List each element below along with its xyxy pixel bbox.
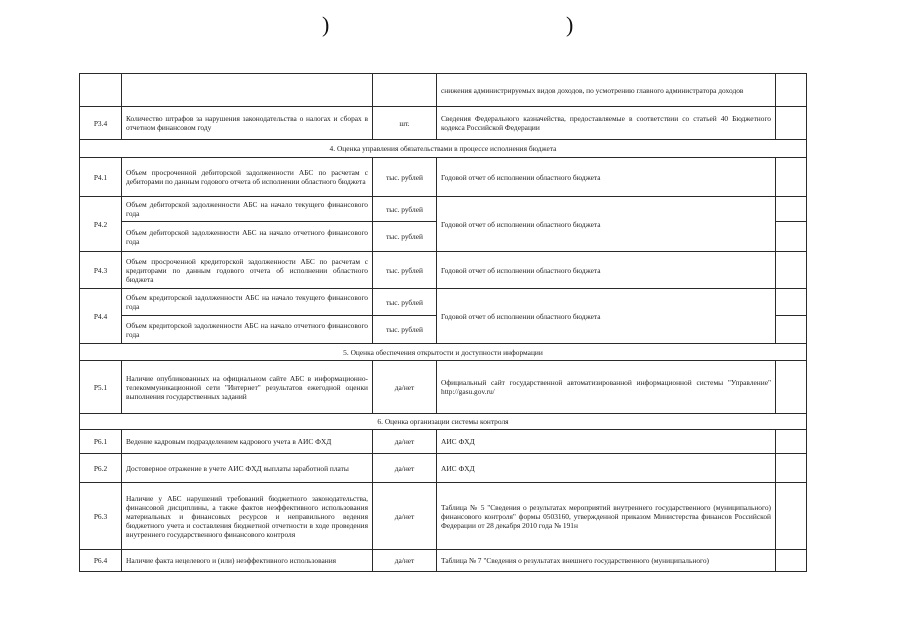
- source-cell: Официальный сайт государственной автоматизированной информационной системы "Управление" http://gasu.gov.ru/: [437, 361, 776, 414]
- unit-cell: да/нет: [373, 454, 437, 483]
- value-cell: [776, 454, 807, 483]
- unit-cell: да/нет: [373, 430, 437, 454]
- name-cell: Объем просроченной дебиторской задолженности АБС по расчетам с дебиторами по данным годового отчета об исполнении областного бюджета: [122, 158, 373, 197]
- name-cell: Объем кредиторской задолженности АБС на начало текущего финансового года: [122, 289, 373, 316]
- name-cell: Достоверное отражение в учете АИС ФХД выплаты заработной платы: [122, 454, 373, 483]
- section-heading: 6. Оценка организации системы контроля: [80, 414, 807, 430]
- code-cell: P4.1: [80, 158, 122, 197]
- name-cell: Объем кредиторской задолженности АБС на начало отчетного финансового года: [122, 316, 373, 344]
- table-row: [80, 158, 807, 197]
- source-cell: Годовой отчет об исполнении областного бюджета: [437, 158, 776, 197]
- table-row: [80, 361, 807, 414]
- unit-cell: [373, 74, 437, 107]
- name-cell: Количество штрафов за нарушения законодательства о налогах и сборах в отчетном финансовом году: [122, 107, 373, 140]
- code-cell: P5.1: [80, 361, 122, 414]
- name-cell: Объем дебиторской задолженности АБС на начало текущего финансового года: [122, 197, 373, 222]
- right-hole-mark: ): [566, 12, 574, 37]
- name-cell: Наличие у АБС нарушений требований бюджетного законодательства, финансовой дисциплины, а также фактов неэффективного использования материальных и финансовых ресурсов и неправильного ведения бюджетного учета и составления бюджетной отчетности в ходе проведения внутреннего государственного финансового контроля: [122, 483, 373, 550]
- value-cell: [776, 197, 807, 222]
- left-hole-mark: ): [322, 12, 330, 37]
- code-cell: P4.2: [80, 197, 122, 252]
- value-cell: [776, 361, 807, 414]
- unit-cell: да/нет: [373, 361, 437, 414]
- name-cell: Наличие опубликованных на официальном сайте АБС в информационно-телекоммуникационной сети "Интернет" результатов ежегодной оценки выполнения государственных заданий: [122, 361, 373, 414]
- unit-cell: да/нет: [373, 550, 437, 572]
- code-cell: [80, 74, 122, 107]
- source-cell: Таблица № 7 "Сведения о результатах внешнего государственного (муниципального): [437, 550, 776, 572]
- name-cell: Объем дебиторской задолженности АБС на начало отчетного финансового года: [122, 222, 373, 252]
- value-cell: [776, 430, 807, 454]
- table-row: [80, 289, 807, 316]
- name-cell: Объем просроченной кредиторской задолженности АБС по расчетам с кредиторами по данным годового отчета об исполнении областного бюджета: [122, 252, 373, 289]
- code-cell: P6.4: [80, 550, 122, 572]
- section-row: [80, 140, 807, 158]
- unit-cell: тыс. рублей: [373, 158, 437, 197]
- source-cell: Годовой отчет об исполнении областного бюджета: [437, 289, 776, 344]
- name-cell: [122, 74, 373, 107]
- unit-cell: тыс. рублей: [373, 289, 437, 316]
- value-cell: [776, 289, 807, 316]
- unit-cell: тыс. рублей: [373, 197, 437, 222]
- unit-cell: тыс. рублей: [373, 252, 437, 289]
- value-cell: [776, 252, 807, 289]
- code-cell: P4.3: [80, 252, 122, 289]
- section-row: [80, 414, 807, 430]
- table-row: [80, 107, 807, 140]
- section-heading: 4. Оценка управления обязательствами в процессе исполнения бюджета: [80, 140, 807, 158]
- value-cell: [776, 74, 807, 107]
- source-cell: Таблица № 5 "Сведения о результатах мероприятий внутреннего государственного (муниципального) финансового контроля" формы 0503160, утвержденной приказом Министерства финансов Российской Федерации от 28 декабря 2010 года № 191н: [437, 483, 776, 550]
- value-cell: [776, 316, 807, 344]
- name-cell: Наличие факта нецелевого и (или) неэффективного использования: [122, 550, 373, 572]
- value-cell: [776, 483, 807, 550]
- indicators-table: [79, 73, 807, 572]
- source-cell: АИС ФХД: [437, 430, 776, 454]
- source-cell: Сведения Федерального казначейства, предоставляемые в соответствии со статьей 40 Бюджетного кодекса Российской Федерации: [437, 107, 776, 140]
- section-heading: 5. Оценка обеспечения открытости и доступности информации: [80, 344, 807, 361]
- table-row: [80, 483, 807, 550]
- name-cell: Ведение кадровым подразделением кадрового учета в АИС ФХД: [122, 430, 373, 454]
- source-cell: Годовой отчет об исполнении областного бюджета: [437, 252, 776, 289]
- code-cell: P6.3: [80, 483, 122, 550]
- value-cell: [776, 158, 807, 197]
- table-row: [80, 430, 807, 454]
- unit-cell: тыс. рублей: [373, 222, 437, 252]
- table-row: [80, 74, 807, 107]
- unit-cell: шт.: [373, 107, 437, 140]
- value-cell: [776, 107, 807, 140]
- section-row: [80, 344, 807, 361]
- code-cell: P6.1: [80, 430, 122, 454]
- source-cell: АИС ФХД: [437, 454, 776, 483]
- value-cell: [776, 222, 807, 252]
- source-cell: снижения администрируемых видов доходов, по усмотрению главного администратора доходов: [437, 74, 776, 107]
- unit-cell: да/нет: [373, 483, 437, 550]
- table-row: [80, 454, 807, 483]
- table-row: [80, 252, 807, 289]
- table-row: [80, 550, 807, 572]
- code-cell: P4.4: [80, 289, 122, 344]
- unit-cell: тыс. рублей: [373, 316, 437, 344]
- table-row: [80, 197, 807, 222]
- source-cell: Годовой отчет об исполнении областного бюджета: [437, 197, 776, 252]
- value-cell: [776, 550, 807, 572]
- code-cell: P3.4: [80, 107, 122, 140]
- code-cell: P6.2: [80, 454, 122, 483]
